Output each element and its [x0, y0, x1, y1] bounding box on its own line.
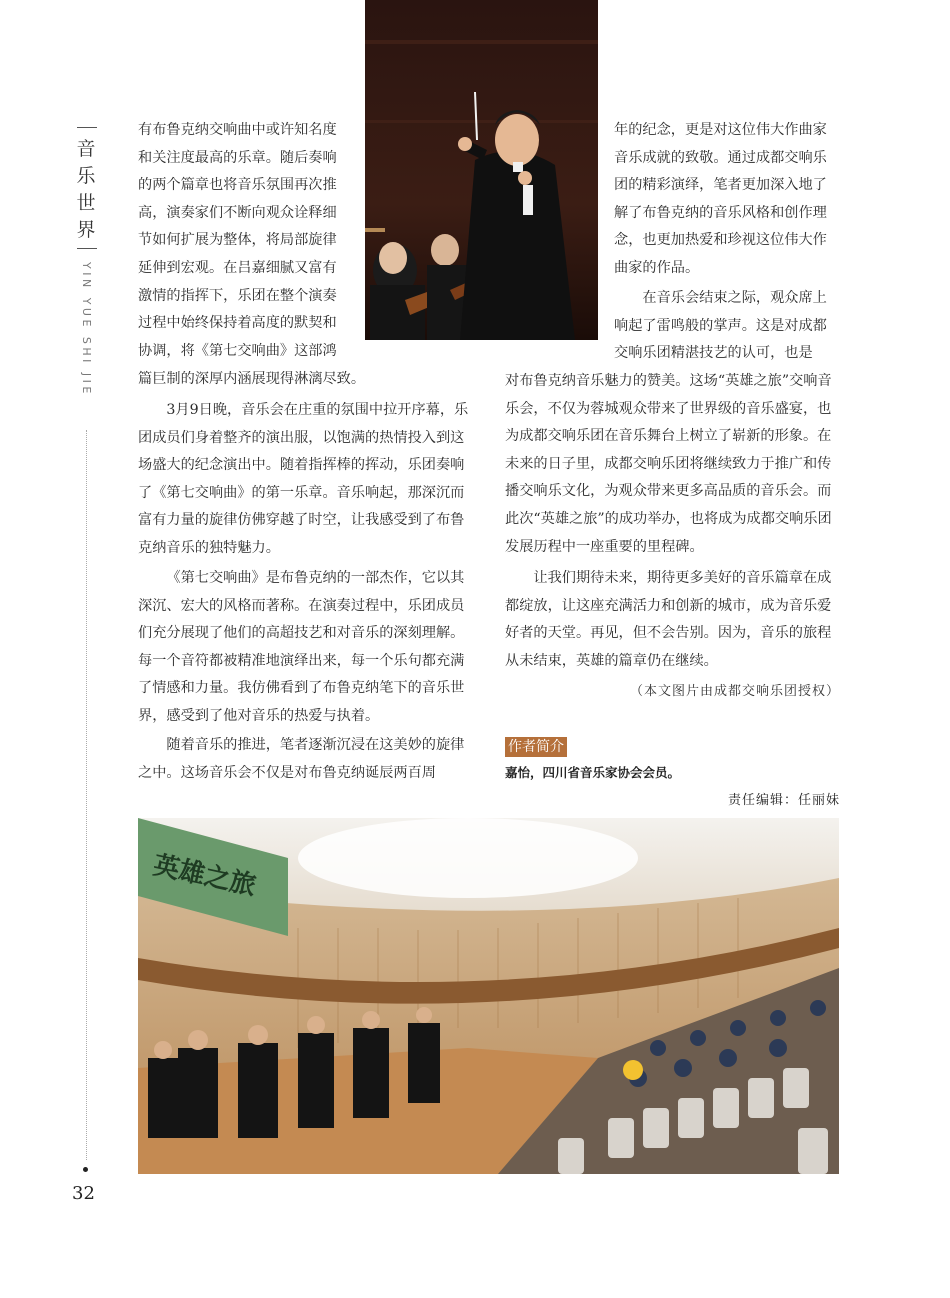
- left-paragraph-3: 《第七交响曲》是布鲁克纳的一部杰作，它以其深沉、宏大的风格而著称。在演奏过程中，乐团成员们充分展现了他们的高超技艺和对音乐的深刻理解。每一个音符都被精准地演绎出来，每一个乐句都充满了情感和力量。我仿佛看到了布鲁克纳笔下的音乐世界，感受到了他对音乐的热爱与执着。: [138, 570, 465, 724]
- left-paragraph-2: 3月9日晚，音乐会在庄重的氛围中拉开序幕，乐团成员们身着整齐的演出服，以饱满的热情投入到这场盛大的纪念演出中。随着指挥棒的挥动，乐团奏响了《第七交响曲》的第一乐章。音乐响起，那深沉而富有力量的旋律仿佛穿越了时空，让我感受到了布鲁克纳音乐的独特魅力。: [138, 402, 469, 556]
- rail-dotted-line: [86, 430, 87, 1160]
- left-paragraph-4: 随着音乐的推进，笔者逐渐沉浸在这美妙的旋律之中。这场音乐会不仅是对布鲁克纳诞辰两百周: [138, 737, 465, 781]
- concert-hall-photo: [138, 818, 839, 1174]
- conductor-photo: [365, 0, 598, 340]
- banner-text: 英雄之旅: [150, 850, 259, 902]
- right-paragraph-2-head: 在音乐会结束之际，观众席上响起了雷鸣般的掌声。这是对成都交响乐团精湛技艺的认可，也是: [614, 290, 827, 362]
- left-paragraph-1-tail: 篇巨制的深厚内涵展现得淋漓尽致。: [138, 371, 366, 387]
- page-number: 32: [72, 1183, 95, 1204]
- rail-bullet-dot: [83, 1167, 88, 1172]
- rail-divider-top: [77, 127, 97, 128]
- rail-divider-mid: [77, 248, 97, 249]
- author-heading: 作者简介: [505, 737, 567, 757]
- left-paragraph-1: 有布鲁克纳交响曲中或许知名度和关注度最高的乐章。随后奏响的两个篇章也将音乐氛围再次推高，演奏家们不断向观众诠释细节如何扩展为整体，将局部旋律延伸到宏观。在吕嘉细腻又富有激情的指挥下，乐团在整个演奏过程中始终保持着高度的默契和协调，将《第七交响曲》这部鸿: [138, 122, 337, 359]
- author-bio: 嘉怡，四川省音乐家协会会员。: [505, 765, 681, 780]
- responsible-editor: 责任编辑：任丽妹: [727, 793, 840, 808]
- magazine-section-title: 音乐世界: [76, 138, 98, 241]
- magazine-section-pinyin: YIN YUE SHI JIE: [80, 262, 93, 397]
- right-paragraph-2-tail: 对布鲁克纳音乐魅力的赞美。这场“英雄之旅”交响音乐会，不仅为蓉城观众带来了世界级的音乐盛宴，也为成都交响乐团在音乐舞台上树立了崭新的形象。在未来的日子里，成都交响乐团将继续致力于推广和传播交响乐文化，为观众带来更多高品质的音乐会。而此次“英雄之旅”的成功举办，也将成为成都交响乐团发展历程中一座重要的里程碑。: [505, 373, 832, 555]
- right-paragraph-3: 让我们期待未来，期待更多美好的音乐篇章在成都绽放，让这座充满活力和创新的城市，成为音乐爱好者的天堂。再见，但不会告别。因为，音乐的旅程从未结束，英雄的篇章仍在继续。: [505, 570, 832, 669]
- photo-credit: （本文图片由成都交响乐团授权）: [629, 684, 840, 699]
- right-paragraph-1: 年的纪念，更是对这位伟大作曲家音乐成就的致敬。通过成都交响乐团的精彩演绎，笔者更加深入地了解了布鲁克纳的音乐风格和创作理念，也更加热爱和珍视这位伟大作曲家的作品。: [614, 122, 827, 276]
